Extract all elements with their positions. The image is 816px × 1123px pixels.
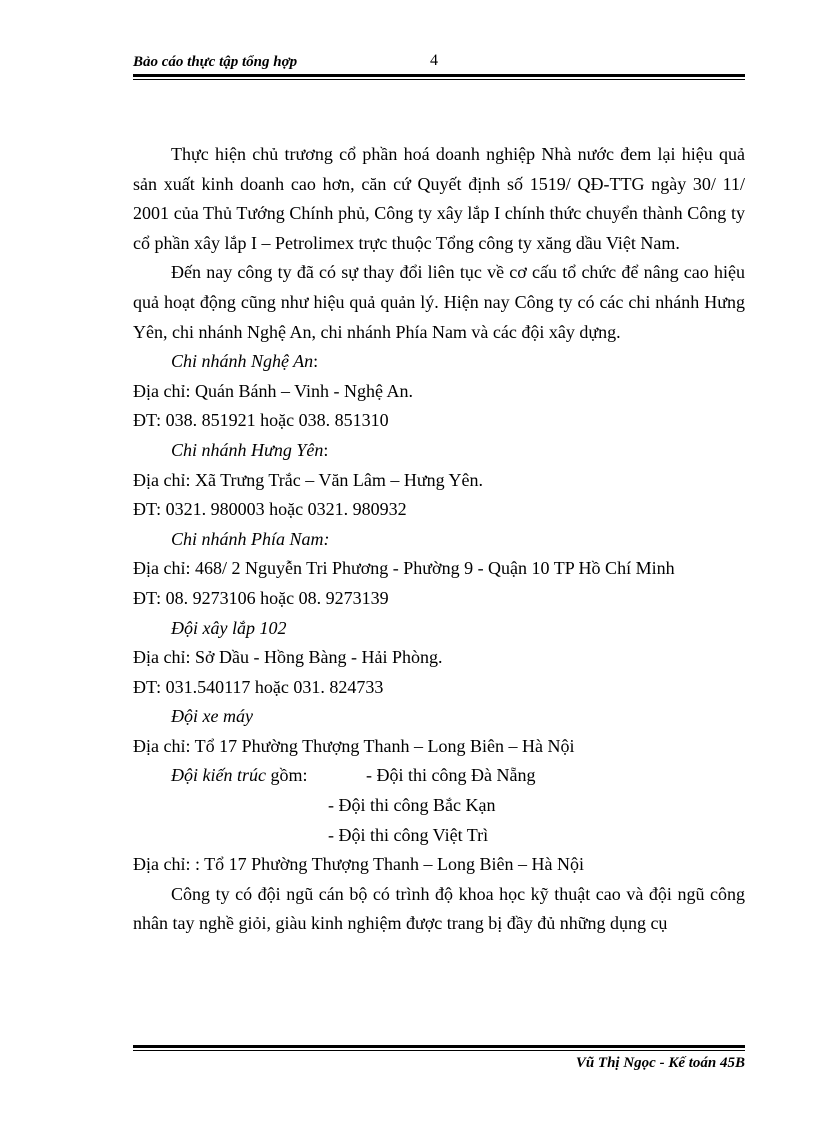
team-member-row [133,791,745,821]
team-member: - Đội thi công Đà Nẵng [366,765,536,786]
branch-name: Chi nhánh Hưng Yên [171,439,324,460]
page-number: 4 [430,52,438,69]
branch-address: Địa chỉ: Quán Bánh – Vinh - Nghệ An. [133,380,414,401]
team-address: Địa chỉ: : Tổ 17 Phường Thượng Thanh – Long Biên – Hà Nội [133,854,585,875]
header-rule-thin [133,79,745,80]
page-header [133,52,745,82]
team-address: Địa chỉ: Sở Dầu - Hồng Bàng - Hải Phòng. [133,647,443,668]
team-member: - Đội thi công Bắc Kạn [328,795,496,816]
branch-phone: ĐT: 038. 851921 hoặc 038. 851310 [133,410,389,431]
team-heading-102: Đội xây lắp 102 [171,617,287,638]
branch-name-suffix: : [323,439,329,460]
branch-name: Chi nhánh Nghệ An [171,351,314,372]
team-name-suffix: gồm: [265,765,308,786]
team-member-row [133,821,745,851]
branch-phone: ĐT: 0321. 980003 hoặc 0321. 980932 [133,499,407,520]
paragraph-3: Công ty có đội ngũ cán bộ có trình độ khoa học kỹ thuật cao và đội ngũ công nhân tay nghề giỏi, giàu kinh nghiệm được trang bị đầy đủ những dụng cụ [133,883,745,934]
team-name-cell [133,761,366,791]
team-address: Địa chỉ: Tổ 17 Phường Thượng Thanh – Long Biên – Hà Nội [133,735,575,756]
footer-rule-thin [133,1050,745,1051]
paragraph-1: Thực hiện chủ trương cổ phần hoá doanh nghiệp Nhà nước đem lại hiệu quả sản xuất kinh doanh cao hơn, căn cứ Quyết định số 1519/ QĐ-TTG ngày 30/ 11/ 2001 của Thủ Tướng Chính phủ, Công ty xây lắp I chính thức chuyển thành Công ty cổ phần xây lắp I – Petrolimex trực thuộc Tổng công ty xăng dầu Việt Nam. [133,144,745,253]
branch-heading-phia-nam: Chi nhánh Phía Nam: [171,528,330,549]
team-name: Đội kiến trúc [171,765,266,786]
team-heading-kien-truc [133,761,745,791]
paragraph-2: Đến nay công ty đã có sự thay đổi liên tục về cơ cấu tổ chức để nâng cao hiệu quả hoạt động cũng như hiệu quả quản lý. Hiện nay Công ty có các chi nhánh Hưng Yên, chi nhánh Nghệ An, chi nhánh Phía Nam và các đội xây dựng. [133,262,745,342]
header-title: Bảo cáo thực tập tổng hợp [133,54,298,70]
branch-address: Địa chỉ: Xã Trưng Trắc – Văn Lâm – Hưng Yên. [133,469,483,490]
branch-heading-nghe-an [133,347,745,377]
footer-author: Vũ Thị Ngọc - Kế toán 45B [575,1055,745,1071]
branch-address: Địa chỉ: 468/ 2 Nguyễn Tri Phương - Phường 9 - Quận 10 TP Hồ Chí Minh [133,558,675,579]
header-rule-thick [133,74,745,77]
branch-heading-hung-yen [133,436,745,466]
branch-name-suffix: : [313,351,319,372]
branch-phone: ĐT: 08. 9273106 hoặc 08. 9273139 [133,587,389,608]
page-body [133,140,745,939]
footer-rule-thick [133,1045,745,1048]
team-member: - Đội thi công Việt Trì [328,824,489,845]
team-phone: ĐT: 031.540117 hoặc 031. 824733 [133,676,384,697]
team-heading-xe-may: Đội xe máy [171,706,253,727]
